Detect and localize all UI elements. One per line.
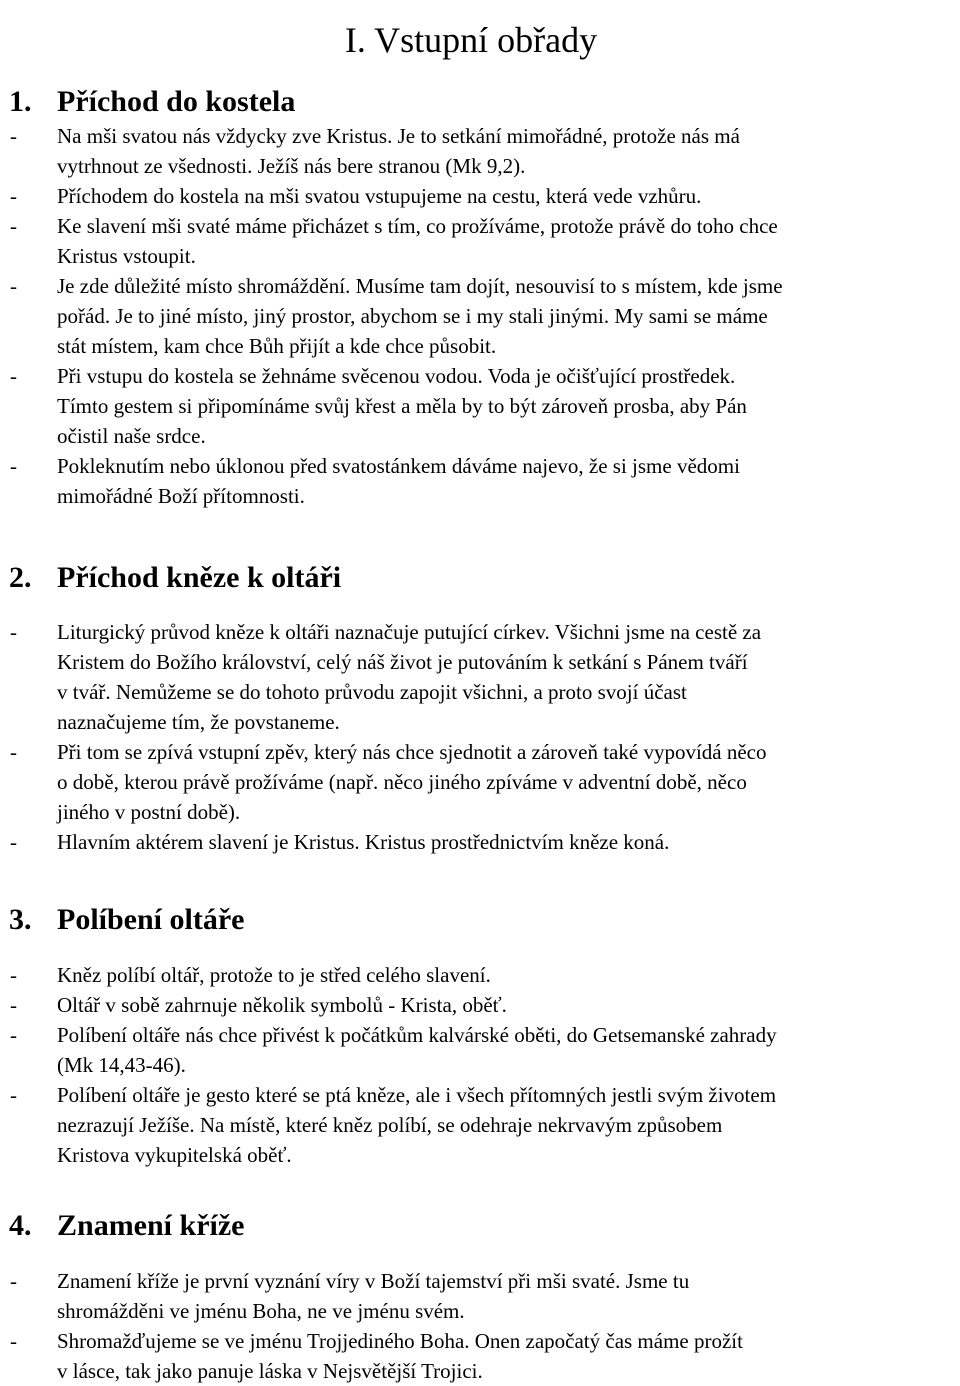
bullet-text-line: (Mk 14,43-46). [57, 1053, 186, 1077]
dash-bullet-icon: - [10, 1023, 17, 1047]
bullet-item [0, 827, 960, 857]
bullet-text-line: mimořádné Boží přítomnosti. [57, 484, 305, 508]
bullet-text-line: Tímto gestem si připomínáme svůj křest a měla by to být zároveň prosba, aby Pán [57, 394, 747, 418]
dash-bullet-icon: - [10, 1329, 17, 1353]
bullet-text-line: stát místem, kam chce Bůh přijít a kde chce působit. [57, 334, 497, 358]
section-heading-text: Příchod do kostela [57, 85, 296, 118]
section-bullet-list [0, 121, 960, 511]
dash-bullet-icon: - [10, 364, 17, 388]
bullet-text-line: naznačujeme tím, že povstaneme. [57, 710, 340, 734]
bullet-item [0, 990, 960, 1020]
bullet-text-line: v lásce, tak jako panuje láska v Nejsvětější Trojici. [57, 1359, 483, 1383]
section-bullet-list [0, 960, 960, 1170]
bullet-text-line: o době, kterou právě prožíváme (např. něco jiného zpíváme v adventní době, něco [57, 770, 747, 794]
bullet-item [0, 737, 960, 827]
bullet-text-line: v tvář. Nemůžeme se do tohoto průvodu zapojit všichni, a proto svojí účast [57, 680, 687, 704]
bullet-text-line: Pokleknutím nebo úklonou před svatostánkem dáváme najevo, že si jsme vědomi [57, 454, 740, 478]
dash-bullet-icon: - [10, 1269, 17, 1293]
section-number: 2. [9, 561, 32, 594]
dash-bullet-icon: - [10, 454, 17, 478]
bullet-item [0, 1326, 960, 1386]
section-number: 1. [9, 85, 32, 118]
bullet-item [0, 960, 960, 990]
bullet-text-line: Hlavním aktérem slavení je Kristus. Kristus prostřednictvím kněze koná. [57, 830, 670, 854]
bullet-text-line: Kristem do Božího království, celý náš život je putováním k setkání s Pánem tváří [57, 650, 748, 674]
bullet-text-line: Na mši svatou nás vždycky zve Kristus. Je to setkání mimořádné, protože nás má [57, 124, 740, 148]
bullet-item [0, 617, 960, 737]
bullet-text-line: Kristus vstoupit. [57, 244, 196, 268]
bullet-text-line: Políbení oltáře nás chce přivést k počátkům kalvárské oběti, do Getsemanské zahrady [57, 1023, 777, 1047]
section-bullet-list [0, 617, 960, 857]
dash-bullet-icon: - [10, 124, 17, 148]
bullet-item [0, 211, 960, 271]
bullet-text-line: Kristova vykupitelská oběť. [57, 1143, 292, 1167]
dash-bullet-icon: - [10, 1083, 17, 1107]
bullet-item [0, 1080, 960, 1170]
section-heading [9, 560, 341, 596]
bullet-text-line: očistil naše srdce. [57, 424, 206, 448]
bullet-text-line: Při tom se zpívá vstupní zpěv, který nás chce sjednotit a zároveň také vypovídá něco [57, 740, 767, 764]
dash-bullet-icon: - [10, 993, 17, 1017]
dash-bullet-icon: - [10, 184, 17, 208]
section-heading [9, 1208, 245, 1244]
dash-bullet-icon: - [10, 214, 17, 238]
bullet-item [0, 1020, 960, 1080]
bullet-text-line: Shromažďujeme se ve jménu Trojjediného Boha. Onen započatý čas máme prožít [57, 1329, 743, 1353]
bullet-item [0, 1266, 960, 1326]
section-heading [9, 84, 295, 120]
bullet-item [0, 361, 960, 451]
bullet-text-line: shromážděni ve jménu Boha, ne ve jménu svém. [57, 1299, 465, 1323]
bullet-text-line: Znamení kříže je první vyznání víry v Boží tajemství při mši svaté. Jsme tu [57, 1269, 690, 1293]
bullet-text-line: pořád. Je to jiné místo, jiný prostor, abychom se i my stali jinými. My sami se máme [57, 304, 768, 328]
dash-bullet-icon: - [10, 274, 17, 298]
bullet-item [0, 181, 960, 211]
dash-bullet-icon: - [10, 740, 17, 764]
bullet-text-line: Oltář v sobě zahrnuje několik symbolů - Krista, oběť. [57, 993, 507, 1017]
bullet-text-line: Příchodem do kostela na mši svatou vstupujeme na cestu, která vede vzhůru. [57, 184, 702, 208]
bullet-text-line: Kněz políbí oltář, protože to je střed celého slavení. [57, 963, 491, 987]
dash-bullet-icon: - [10, 963, 17, 987]
bullet-text-line: vytrhnout ze všednosti. Ježíš nás bere stranou (Mk 9,2). [57, 154, 526, 178]
section-bullet-list [0, 1266, 960, 1386]
bullet-text-line: Při vstupu do kostela se žehnáme svěcenou vodou. Voda je očišťující prostředek. [57, 364, 736, 388]
section-heading-text: Políbení oltáře [57, 903, 245, 936]
section-heading [9, 902, 244, 938]
section-number: 3. [9, 903, 32, 936]
bullet-text-line: nezrazují Ježíše. Na místě, které kněz políbí, se odehraje nekrvavým způsobem [57, 1113, 723, 1137]
bullet-text-line: Je zde důležité místo shromáždění. Musíme tam dojít, nesouvisí to s místem, kde jsme [57, 274, 783, 298]
dash-bullet-icon: - [10, 620, 17, 644]
document-title: I. Vstupní obřady [344, 20, 598, 61]
bullet-item [0, 271, 960, 361]
section-heading-text: Znamení kříže [57, 1209, 245, 1242]
bullet-text-line: Ke slavení mši svaté máme přicházet s tím, co prožíváme, protože právě do toho chce [57, 214, 778, 238]
section-number: 4. [9, 1209, 32, 1242]
bullet-item [0, 451, 960, 511]
bullet-item [0, 121, 960, 181]
bullet-text-line: Liturgický průvod kněze k oltáři naznačuje putující církev. Všichni jsme na cestě za [57, 620, 762, 644]
section-heading-text: Příchod kněze k oltáři [57, 561, 342, 594]
bullet-text-line: Políbení oltáře je gesto které se ptá kněze, ale i všech přítomných jestli svým životem [57, 1083, 777, 1107]
dash-bullet-icon: - [10, 830, 17, 854]
bullet-text-line: jiného v postní době). [57, 800, 241, 824]
